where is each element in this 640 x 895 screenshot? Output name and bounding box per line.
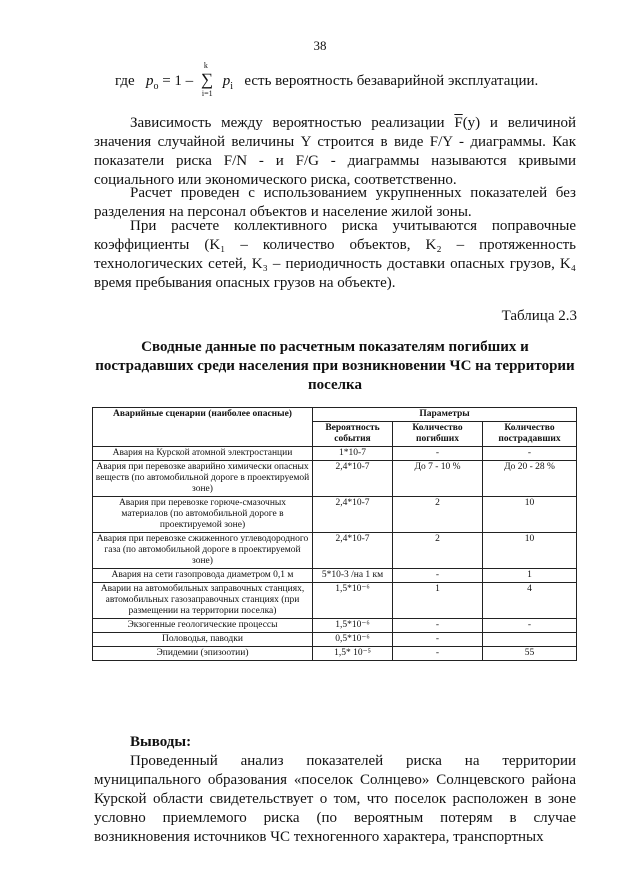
sum-upper-limit: k [203, 61, 208, 70]
table-number: Таблица 2.3 [501, 308, 577, 324]
table-row: Аварии на автомобильных заправочных станциях, автомобильных газозаправочных станциях (при размещении на территории поселка) 1,5*10⁻⁶ 1 4 [93, 583, 577, 619]
page-number: 38 [313, 38, 327, 53]
sum-symbol: ∑ k i=1 [201, 70, 213, 90]
header-parameters: Параметры [313, 408, 577, 422]
paragraph-coefficients: При расчете коллективного риска учитываются поправочные коэффициенты (K₁ – количество объектов, K₂ – протяженность технологических сетей, K₃ – периодичность доставки опасных грузов, K₄ время пребывания опасных грузов на объекте). [94, 218, 576, 291]
table-row: Экзогенные геологические процессы 1,5*10⁻⁶ - - [93, 619, 577, 633]
formula-term-sub: i [230, 81, 234, 92]
probability-formula [115, 61, 539, 98]
sum-lower-limit: i=1 [201, 89, 213, 98]
table-row: Авария на сети газопровода диаметром 0,1 м 5*10-3 /на 1 км - 1 [93, 569, 577, 583]
table-row: Половодья, паводки 0,5*10⁻⁶ - [93, 633, 577, 647]
header-probability: Вероятность события [313, 422, 393, 447]
formula-term: p [222, 73, 231, 89]
formula-eq: = 1 – [162, 73, 194, 89]
table-row: Авария при перевозке горюче-смазочных материалов (по автомобильной дороге в проектируемой зоне) 2,4*10-7 2 10 [93, 497, 577, 533]
table-row: Авария на Курской атомной электростанции 1*10-7 - - [93, 447, 577, 461]
header-scenarios: Аварийные сценарии (наиболее опасные) [93, 408, 313, 447]
table-row: Эпидемии (эпизоотии) 1,5* 10⁻⁵ - 55 [93, 647, 577, 661]
formula-where: где [115, 73, 135, 89]
paragraph-calculation: Расчет проведен с использованием укрупненных показателей без разделения на персонал объектов и население жилой зоны. [94, 185, 576, 220]
formula-text: есть вероятность безаварийной эксплуатации. [244, 73, 539, 89]
f-overline: $\overline{F}$ [454, 115, 463, 131]
conclusions-heading: Выводы: [130, 734, 192, 750]
paragraph-risk-diagrams: Зависимость между вероятностью реализации $\overline{F}(y)$ и величиной значения случайной величины Y строится в виде F/Y - диаграммы. Как показатели риска F/N - и F/G - диаграммы называются кривыми социального или экономического риска, соответственно. [94, 115, 577, 188]
formula-lhs-sub: o [153, 81, 159, 92]
header-injured: Количество пострадавших [483, 422, 577, 447]
formula-lhs: p [145, 73, 154, 89]
table-row: Авария при перевозке аварийно химически опасных веществ (по автомобильной дороге в проектируемой зоне) 2,4*10-7 До 7 - 10 % До 20 - 28 % [93, 461, 577, 497]
table-title: Сводные данные по расчетным показателям погибших и пострадавших среди населения при возникновении ЧС на территории поселка [95, 339, 575, 393]
risk-data-table [92, 407, 577, 661]
header-dead: Количество погибших [393, 422, 483, 447]
table-row: Авария при перевозке сжиженного углеводородного газа (по автомобильной дороге в проектируемой зоне) 2,4*10-7 2 10 [93, 533, 577, 569]
conclusions-text: Проведенный анализ показателей риска на территории муниципального образования «поселок Солнцево» Солнцевского района Курской области свидетельствует о том, что поселок расположен в зоне условно приемлемого риска (по вероятным потерям в случае возникновения источников ЧС техногенного характера, транспортных [94, 753, 576, 845]
